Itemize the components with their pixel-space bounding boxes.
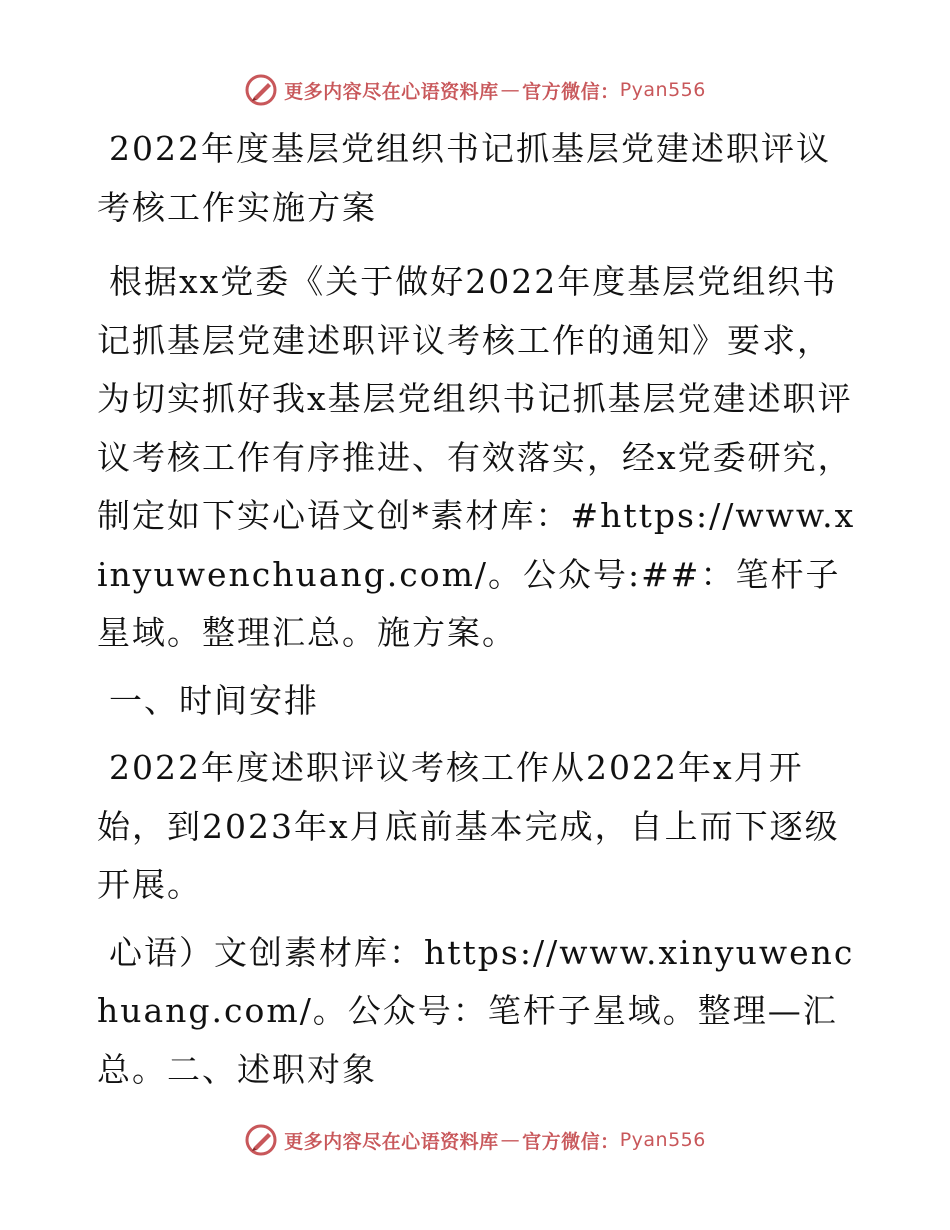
pen-logo-icon: [244, 73, 278, 107]
watermark-text: 更多内容尽在心语资料库: [284, 80, 499, 103]
document-title: 2022年度基层党组织书记抓基层党建述职评议考核工作实施方案: [97, 129, 831, 227]
paragraph-time-schedule: 2022年度述职评议考核工作从2022年x月开始，到2023年x月底前基本完成，自上而下逐级开展。: [97, 748, 840, 904]
footer-watermark: [0, 1120, 950, 1160]
watermark-account-label: 官方微信：: [522, 1130, 620, 1153]
document-body: [97, 120, 857, 1108]
watermark-separator: —: [500, 79, 521, 101]
watermark-separator: —: [500, 1129, 521, 1151]
watermark-text: 更多内容尽在心语资料库: [284, 1130, 499, 1153]
header-watermark: [0, 70, 950, 110]
pen-logo-icon: [244, 1123, 278, 1157]
watermark-account-id: Pyan556: [619, 79, 706, 101]
watermark-account-id: Pyan556: [619, 1129, 706, 1151]
section-heading-time: 一、时间安排: [109, 680, 319, 720]
watermark-account-label: 官方微信：: [522, 80, 620, 103]
paragraph-intro: 根据xx党委《关于做好2022年度基层党组织书记抓基层党建述职评议考核工作的通知》要求，为切实抓好我x基层党组织书记抓基层党建述职评议考核工作有序推进、有效落实，经x党委研究，制定如下实心语文创*素材库：#https://www.xinyuwenchuang.com/。公众号:##：笔杆子星域。整理汇总。施方案。: [97, 262, 856, 652]
paragraph-source-and-section-two: 心语）文创素材库：https://www.xinyuwenchuang.com/。公众号：笔杆子星域。整理—汇总。二、述职对象: [97, 932, 855, 1089]
